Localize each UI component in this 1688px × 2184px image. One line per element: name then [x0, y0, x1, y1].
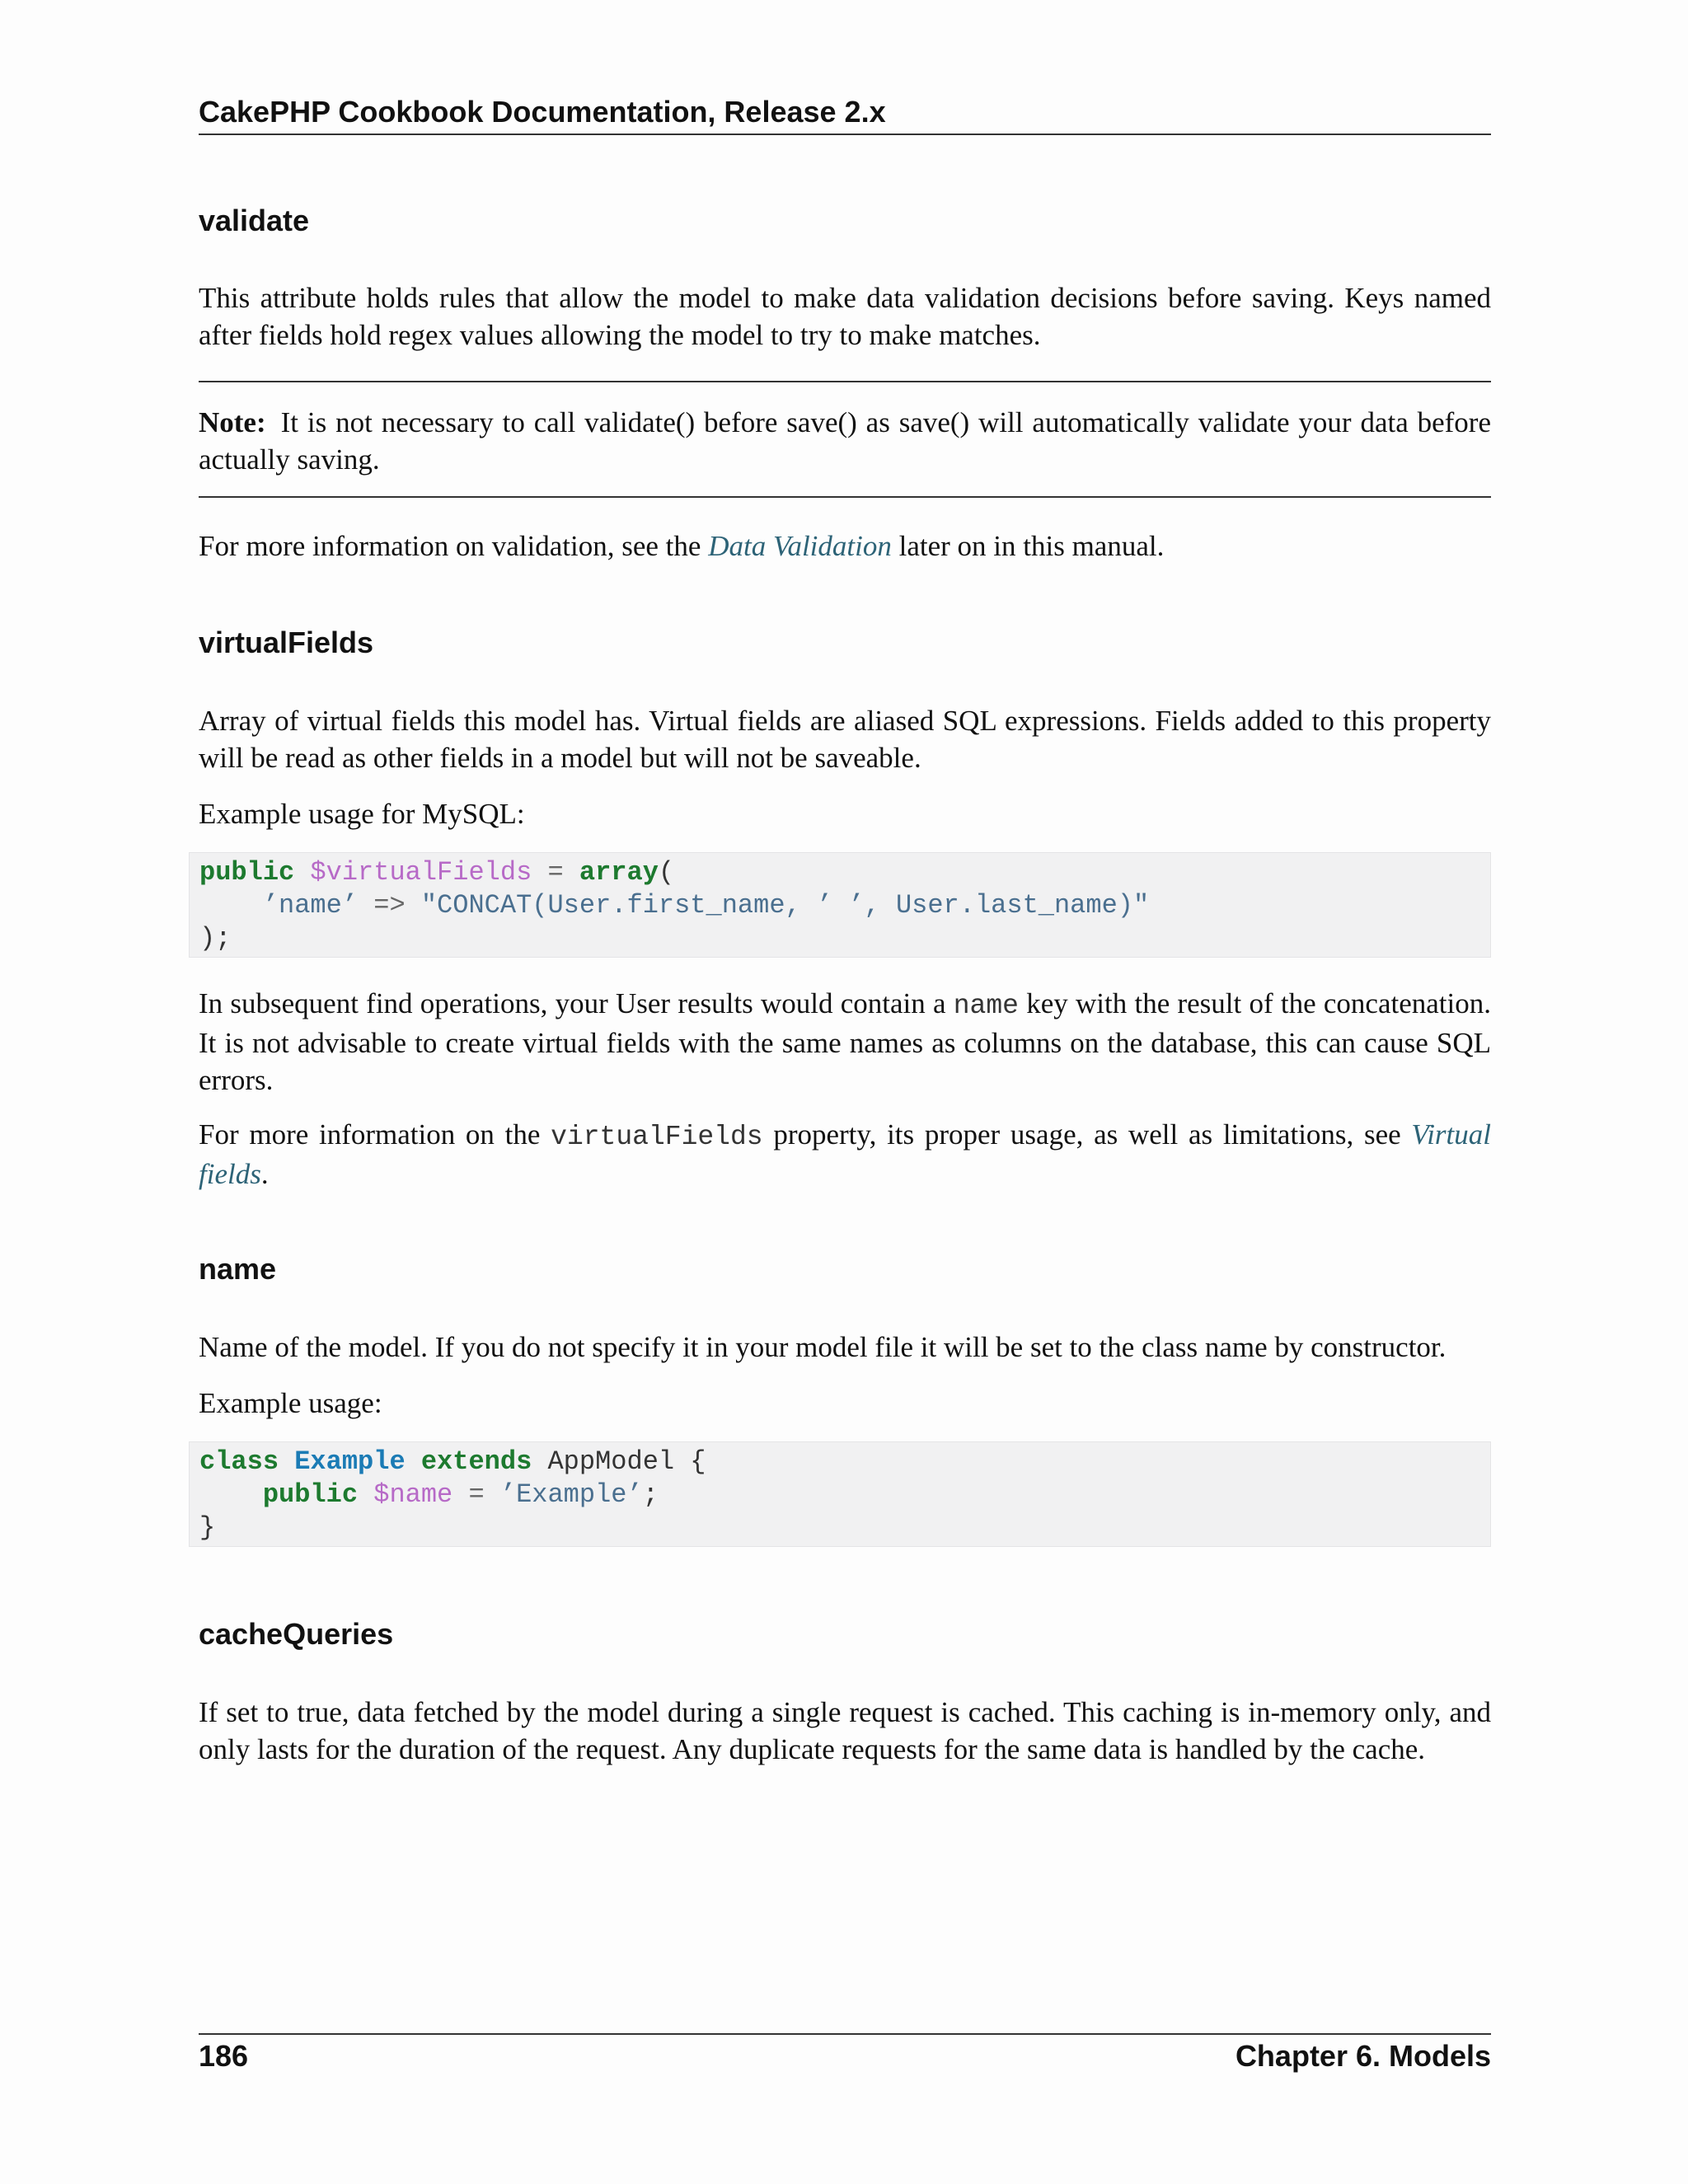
virtual-fields-link[interactable]: Virtual fields — [199, 1118, 1491, 1190]
code-token: "CONCAT(User.first_name, ’ ’, User.last_name)" — [420, 890, 1150, 921]
virtualfields-description: Array of virtual fields this model has. Virtual fields are aliased SQL expressions. Fields added to this property will be read as other fields in a model but will not be saveable. — [199, 705, 1491, 774]
code-token — [199, 1479, 263, 1510]
text-span: property, its proper usage, as well as limitations, see — [762, 1118, 1412, 1151]
code-token: = — [532, 857, 579, 888]
text-span: For more information on the — [199, 1118, 551, 1151]
code-token: class — [199, 1446, 279, 1477]
text-span: later on in this manual. — [891, 530, 1165, 562]
name-description: Name of the model. If you do not specify it in your model file it will be set to the class name by constructor. — [199, 1331, 1447, 1363]
code-token: = — [452, 1479, 500, 1510]
validation-more-info — [199, 527, 1491, 565]
code-token: $virtualFields — [310, 857, 532, 888]
chapter-title: Chapter 6. Models — [1235, 2039, 1491, 2073]
code-token: ( — [658, 857, 675, 888]
note-label: Note: — [199, 406, 266, 438]
section-title-virtualfields: virtualFields — [199, 626, 374, 659]
code-token: ’Example’ — [499, 1479, 643, 1510]
text-span: . — [260, 1158, 269, 1190]
code-token: array — [579, 857, 659, 888]
running-header: CakePHP Cookbook Documentation, Release 2.x — [199, 92, 1491, 135]
code-block-virtualfields — [189, 852, 1491, 958]
code-token — [199, 890, 263, 921]
code-token: ); — [199, 923, 232, 954]
virtualfields-more-info — [199, 1116, 1491, 1193]
name-example-intro: Example usage: — [199, 1387, 382, 1419]
validate-description: This attribute holds rules that allow the model to make data validation decisions before saving. Keys named after fields hold regex values allowing the model to try to make matches. — [199, 282, 1491, 351]
section-title-cachequeries: cacheQueries — [199, 1617, 394, 1651]
running-footer — [199, 2033, 1491, 2076]
text-span: For more information on validation, see the — [199, 530, 709, 562]
section-title-validate: validate — [199, 204, 310, 237]
cachequeries-description: If set to true, data fetched by the model during a single request is cached. This caching is in-memory only, and only lasts for the duration of the request. Any duplicate requests for the same data is handled by the cache. — [199, 1696, 1491, 1765]
data-validation-link[interactable]: Data Validation — [708, 530, 892, 562]
code-token: AppModel { — [532, 1446, 706, 1477]
code-token: public — [262, 1479, 359, 1510]
text-span: In subsequent find operations, your User results would contain a — [199, 987, 954, 1019]
note-box — [199, 381, 1491, 498]
code-token: => — [358, 890, 421, 921]
virtualfields-example-intro: Example usage for MySQL: — [199, 798, 525, 830]
code-token: extends — [420, 1446, 532, 1477]
code-token: ; — [642, 1479, 659, 1510]
text-span: key with the result of the concatenation. It is not advisable to create virtual fields with the same names as columns on the database, this can cause SQL errors. — [199, 987, 1491, 1096]
code-token: public — [199, 857, 295, 888]
note-text — [199, 404, 1491, 478]
note-body: It is not necessary to call validate() before save() as save() will automatically validate your data before actually saving. — [199, 406, 1491, 476]
virtualfields-find-explanation — [199, 985, 1491, 1099]
code-token: Example — [294, 1446, 406, 1477]
inline-code: virtualFields — [551, 1122, 763, 1152]
code-token: $name — [373, 1479, 453, 1510]
code-token: } — [199, 1512, 216, 1543]
page-number: 186 — [199, 2039, 249, 2073]
code-block-name — [189, 1441, 1491, 1547]
section-title-name: name — [199, 1252, 277, 1286]
inline-code: name — [953, 991, 1019, 1021]
code-token: ’name’ — [262, 890, 359, 921]
